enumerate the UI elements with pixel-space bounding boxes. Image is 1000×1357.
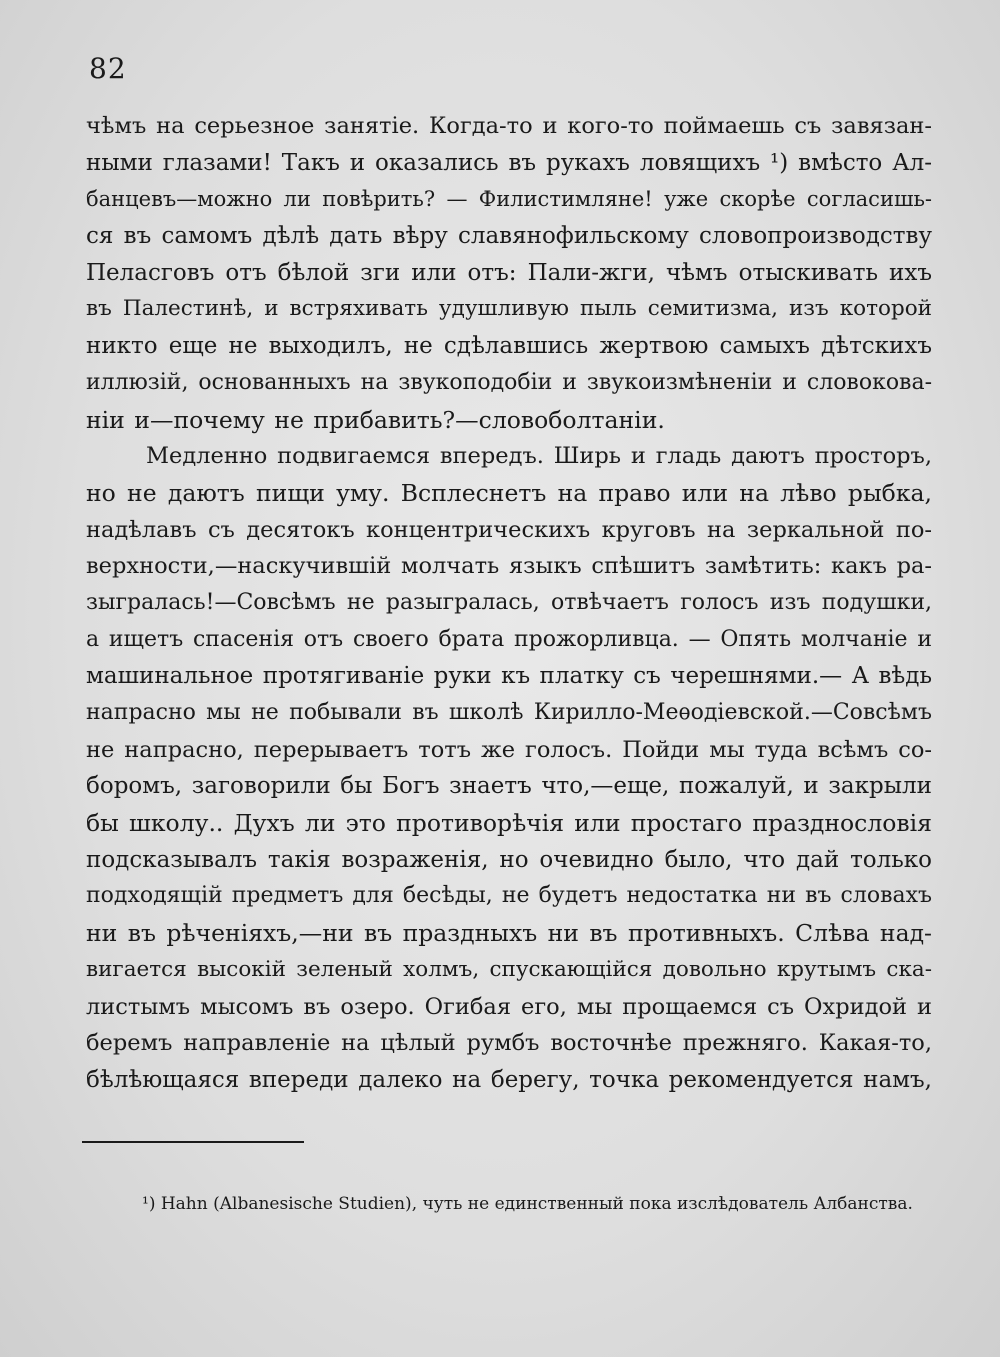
body-text bbox=[86, 108, 932, 1099]
text-line: но не даютъ пищи уму. Всплеснетъ на право или на лѣво рыбка, bbox=[86, 478, 932, 507]
footnote: ¹) Hahn (Albanesische Studien), чуть не единственный пока изслѣдователь Албанства. bbox=[142, 1194, 913, 1214]
text-line: ни въ рѣченіяхъ,—ни въ праздныхъ ни въ противныхъ. Слѣва над- bbox=[86, 919, 932, 948]
text-line: въ Палестинѣ, и встряхивать удушливую пыль семитизма, изъ которой bbox=[86, 296, 932, 322]
text-line: не напрасно, перерываетъ тотъ же голосъ. Пойди мы туда всѣмъ со- bbox=[86, 736, 932, 763]
text-line: верхности,—наскучившій молчать языкъ спѣшитъ замѣтить: какъ ра- bbox=[86, 553, 932, 580]
text-line: ся въ самомъ дѣлѣ дать вѣру славянофильскому словопроизводству bbox=[86, 223, 932, 250]
text-line: машинальное протягиваніе руки къ платку съ черешнями.— А вѣдь bbox=[86, 663, 932, 690]
text-line: листымъ мысомъ въ озеро. Огибая его, мы прощаемся съ Охридой и bbox=[86, 993, 932, 1020]
text-line: Медленно подвигаемся впередъ. Ширь и гладь даютъ просторъ, bbox=[146, 443, 932, 470]
text-line: беремъ направленіе на цѣлый румбъ восточнѣе прежняго. Какая-то, bbox=[86, 1030, 932, 1057]
text-line: боромъ, заговорили бы Богъ знаетъ что,—еще, пожалуй, и закрыли bbox=[86, 773, 932, 800]
text-line: надѣлавъ съ десятокъ концентрическихъ круговъ на зеркальной по- bbox=[86, 516, 932, 543]
text-line: иллюзій, основанныхъ на звукоподобіи и звукоизмѣненіи и словокова- bbox=[86, 369, 932, 395]
text-line: чѣмъ на серьезное занятіе. Когда-то и кого-то поймаешь съ завязан- bbox=[86, 113, 932, 139]
text-line: подсказывалъ такія возраженія, но очевидно было, что дай только bbox=[86, 846, 932, 873]
page-number: 82 bbox=[89, 52, 127, 85]
text-line: ными глазами! Такъ и оказались въ рукахъ ловящихъ ¹) вмѣсто Ал- bbox=[86, 149, 932, 176]
text-line: а ищетъ спасенія отъ своего брата прожорливца. — Опять молчаніе и bbox=[86, 626, 932, 652]
text-line: зыгралась!—Совсѣмъ не разыгралась, отвѣчаетъ голосъ изъ подушки, bbox=[86, 589, 932, 615]
footnote-divider bbox=[82, 1141, 304, 1143]
text-line: напрасно мы не побывали въ школѣ Кирилло-Меѳодіевской.—Совсѣмъ bbox=[86, 700, 932, 725]
text-line: подходящій предметъ для бесѣды, не будетъ недостатка ни въ словахъ bbox=[86, 883, 932, 909]
text-line: Пеласговъ отъ бѣлой зги или отъ: Пали-жги, чѣмъ отыскивать ихъ bbox=[86, 259, 932, 286]
text-line: бѣлѣющаяся впереди далеко на берегу, точка рекомендуется намъ, bbox=[86, 1066, 932, 1093]
text-line: ніи и—почему не прибавить?—словоболтаніи. bbox=[86, 405, 665, 434]
text-line: банцевъ—можно ли повѣрить? — Филистимляне! уже скорѣе согласишь- bbox=[86, 187, 932, 212]
text-line: бы школу.. Духъ ли это противорѣчія или простаго празднословія bbox=[86, 809, 932, 838]
text-line: вигается высокій зеленый холмъ, спускающійся довольно крутымъ ска- bbox=[86, 956, 932, 982]
text-line: никто еще не выходилъ, не сдѣлавшись жертвою самыхъ дѣтскихъ bbox=[86, 333, 932, 360]
